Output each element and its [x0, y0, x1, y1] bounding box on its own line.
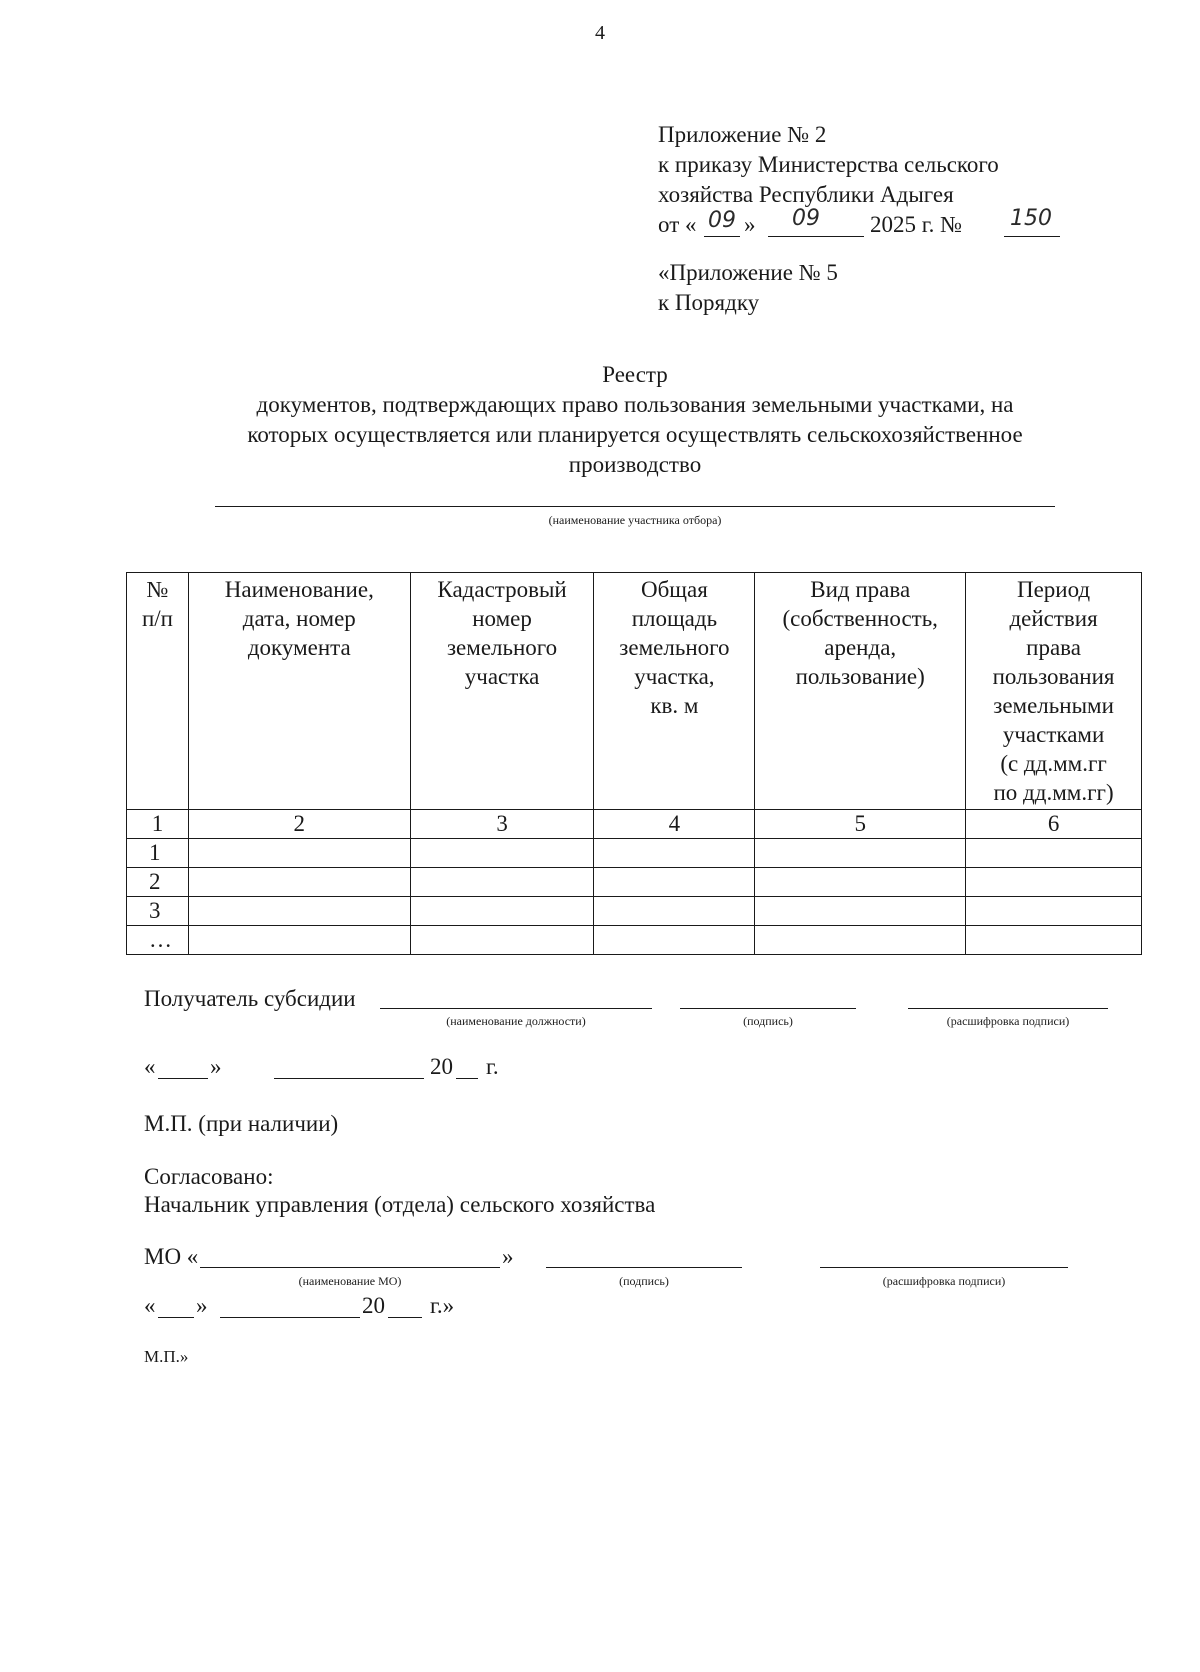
agreed-position: Начальник управления (отдела) сельского хозяйства: [144, 1192, 656, 1217]
recipient-date-suffix: г.: [486, 1054, 499, 1079]
registry-table: [126, 572, 1142, 955]
header-line: земельными: [993, 693, 1114, 718]
inner-appendix-number: «Приложение № 5: [658, 260, 838, 285]
order-date-year: 2025 г. №: [870, 212, 963, 237]
table-cell: [410, 839, 594, 868]
agreed-date-suffix: г.»: [430, 1293, 455, 1318]
header-line: земельного: [446, 635, 558, 660]
header-line: Наименование,: [224, 577, 374, 602]
order-date-month: 09: [792, 206, 820, 231]
agreed-date-close: »: [196, 1293, 208, 1318]
agreed-date-year-line: [388, 1317, 422, 1318]
applicant-caption: (наименование участника отбора): [548, 513, 722, 527]
header-line: действия: [1009, 606, 1098, 631]
mo-decoding-caption: (расшифровка подписи): [882, 1274, 1006, 1288]
table-row: [127, 868, 1142, 897]
header-line: п/п: [141, 606, 173, 631]
order-date-day: 09: [708, 208, 736, 233]
header-line: (собственность,: [782, 606, 938, 631]
mo-signature-caption: (подпись): [619, 1274, 669, 1288]
order-date-month-underline: [768, 236, 864, 237]
table-cell: [594, 868, 755, 897]
title-registry: Реестр: [602, 362, 668, 387]
page-number: 4: [595, 22, 605, 44]
header-line: аренда,: [824, 635, 897, 660]
header-line: Вид права: [810, 577, 911, 602]
header-line: пользования: [992, 664, 1115, 689]
table-header-row: [127, 573, 1142, 810]
header-line: дата, номер: [242, 606, 356, 631]
table-cell: [966, 897, 1142, 926]
row-number-cell: 1: [127, 839, 189, 868]
row-number-cell: 2: [127, 868, 189, 897]
header-line: пользование): [795, 664, 925, 689]
header-line: земельного: [619, 635, 730, 660]
header-line: кв. м: [650, 693, 699, 718]
recipient-date-month-line: [274, 1078, 424, 1079]
recipient-date-day-line: [158, 1078, 208, 1079]
applicant-name-line: [215, 506, 1055, 507]
row-number-cell: …: [127, 926, 189, 955]
column-number-cell: 2: [188, 810, 410, 839]
table-row: [127, 839, 1142, 868]
header-line: Общая: [640, 577, 708, 602]
header-line: площадь: [631, 606, 718, 631]
order-date-prefix: от «: [658, 212, 697, 237]
title-line-4: производство: [568, 452, 702, 477]
header-cell: [410, 573, 594, 810]
agreed-label: Согласовано:: [144, 1164, 274, 1189]
table-cell: [410, 897, 594, 926]
header-line: права: [1026, 635, 1081, 660]
mo-name-caption: (наименование МО): [298, 1274, 402, 1288]
table-cell: [966, 868, 1142, 897]
recipient-decoding-line: [908, 1008, 1108, 1009]
recipient-date-close: »: [210, 1054, 222, 1079]
agreed-stamp: М.П.»: [144, 1347, 189, 1366]
table-cell: [594, 897, 755, 926]
header-line: Кадастровый: [437, 577, 567, 602]
inner-appendix-ref: к Порядку: [658, 290, 760, 315]
table-cell: [755, 839, 966, 868]
recipient-signature-caption: (подпись): [743, 1014, 793, 1028]
order-date-day-underline: [704, 236, 740, 237]
mo-decoding-line: [820, 1267, 1068, 1268]
agreed-date-day-line: [158, 1317, 194, 1318]
header-line: по дд.мм.гг): [993, 780, 1114, 805]
column-numbering-row: [127, 810, 1142, 839]
header-cell: [594, 573, 755, 810]
column-number-cell: 3: [410, 810, 594, 839]
table-row: [127, 926, 1142, 955]
order-number-underline: [1004, 236, 1060, 237]
order-date-separator: »: [744, 212, 756, 237]
order-date-line: [658, 206, 1052, 240]
header-line: №: [146, 577, 169, 602]
appendix-order-ref: к приказу Министерства сельского: [658, 152, 999, 177]
header-cell: [127, 573, 189, 810]
order-number: 150: [1010, 206, 1052, 231]
column-number-cell: 5: [755, 810, 966, 839]
agreed-date-open: «: [144, 1293, 156, 1318]
recipient-date-year: 20: [430, 1054, 453, 1079]
table-cell: [188, 926, 410, 955]
table-row: [127, 897, 1142, 926]
agreed-date-year: 20: [362, 1293, 385, 1318]
agreed-date-month-line: [220, 1317, 360, 1318]
recipient-position-caption: (наименование должности): [446, 1014, 586, 1028]
mo-name-line: [200, 1267, 500, 1268]
header-line: участками: [1002, 722, 1105, 747]
document-title: [0, 360, 1200, 480]
table-cell: [188, 839, 410, 868]
header-line: (с дд.мм.гг: [1000, 751, 1107, 776]
table-cell: [966, 839, 1142, 868]
header-cell: [188, 573, 410, 810]
appendix-header: [658, 120, 1052, 318]
title-line-3: которых осуществляется или планируется осуществлять сельскохозяйственное: [247, 422, 1023, 447]
column-number-cell: 4: [594, 810, 755, 839]
table-cell: [188, 868, 410, 897]
recipient-date-open: «: [144, 1054, 156, 1079]
recipient-signature-line: [680, 1008, 856, 1009]
title-line-2: документов, подтверждающих право пользования земельными участками, на: [256, 392, 1014, 417]
header-line: Период: [1016, 577, 1091, 602]
mo-prefix: МО «: [144, 1244, 199, 1269]
recipient-position-line: [380, 1008, 652, 1009]
table-cell: [755, 868, 966, 897]
table-cell: [755, 926, 966, 955]
recipient-date-year-line: [456, 1078, 478, 1079]
header-line: участка,: [634, 664, 715, 689]
mo-suffix: »: [502, 1244, 514, 1269]
table-cell: [755, 897, 966, 926]
header-line: участка: [464, 664, 540, 689]
table-cell: [594, 839, 755, 868]
column-number-cell: 6: [966, 810, 1142, 839]
header-cell: [966, 573, 1142, 810]
table-cell: [966, 926, 1142, 955]
row-number-cell: 3: [127, 897, 189, 926]
column-number-cell: 1: [127, 810, 189, 839]
appendix-ministry: хозяйства Республики Адыгея: [658, 182, 954, 207]
recipient-label: Получатель субсидии: [144, 986, 356, 1011]
mo-signature-line: [546, 1267, 742, 1268]
recipient-decoding-caption: (расшифровка подписи): [946, 1014, 1070, 1028]
table-cell: [594, 926, 755, 955]
table-cell: [188, 897, 410, 926]
header-line: номер: [472, 606, 532, 631]
stamp-place: М.П. (при наличии): [144, 1111, 339, 1136]
table-cell: [410, 868, 594, 897]
appendix-number: Приложение № 2: [658, 122, 827, 147]
table-cell: [410, 926, 594, 955]
header-cell: [755, 573, 966, 810]
header-line: документа: [247, 635, 351, 660]
